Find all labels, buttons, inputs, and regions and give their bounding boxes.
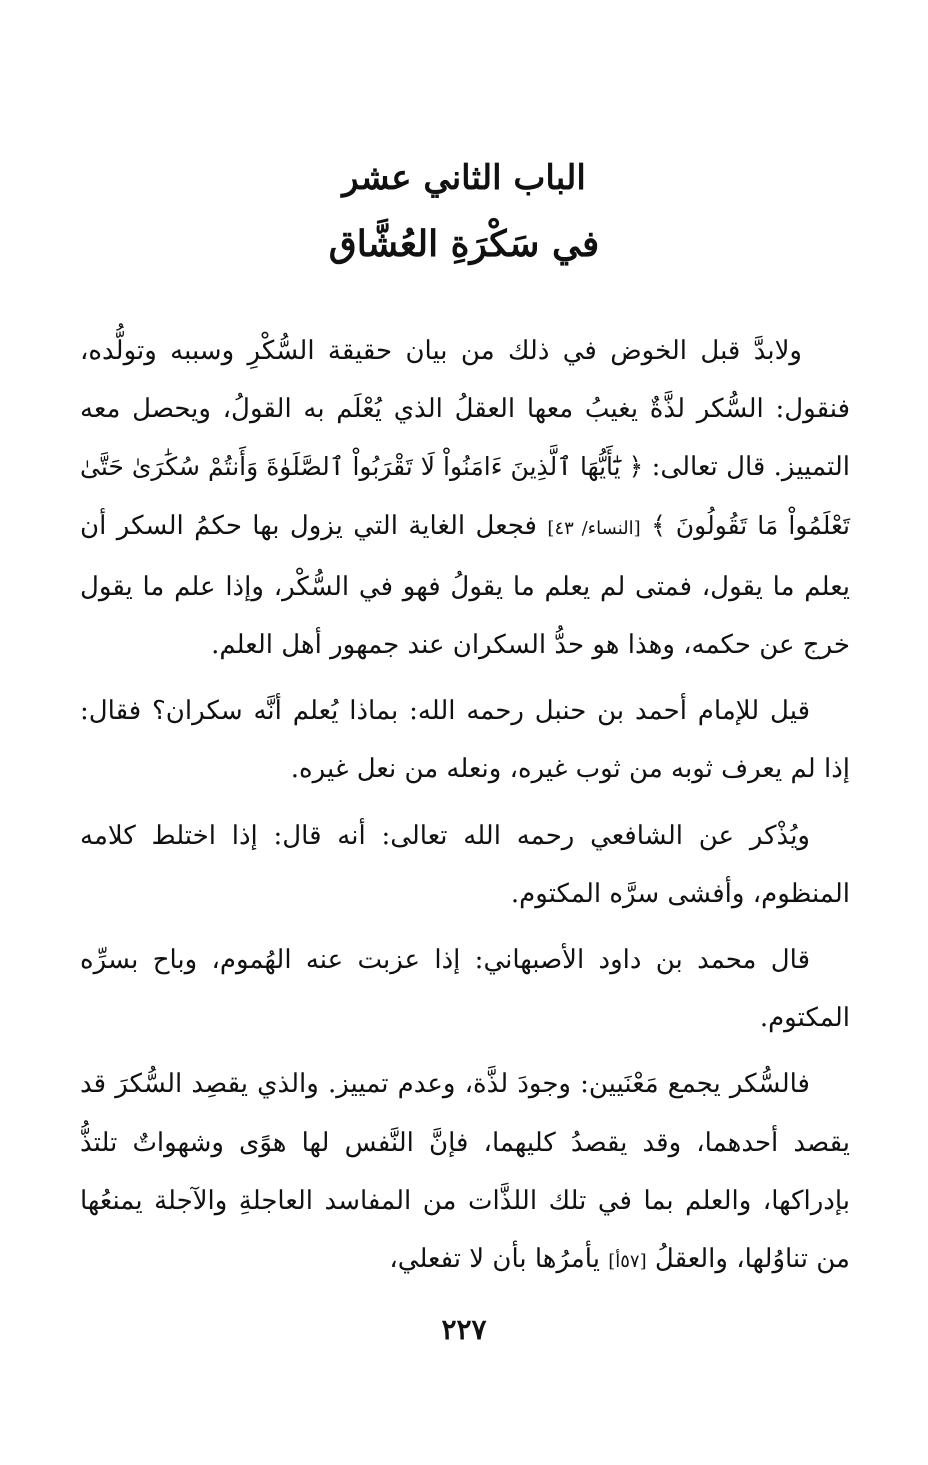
paragraph-text: فالسُّكر يجمع مَعْنَيين: وجودَ لذَّة، وعدم تمييز. والذي يقصِد السُّكرَ قد يقصد أحدهما، وقد يقصدُ كليهما، فإنَّ النَّفس لها هوًى وشهواتٌ تلتذُّ بإدراكها، والعلم بما في تلك اللذَّات من المفاسد العاجلةِ والآجلة يمنعُها من تناوُلها، والعقلُ (80, 1069, 850, 1275)
paragraph-two-meanings (80, 1055, 850, 1291)
verse-reference: [النساء/ ٤٣] (547, 517, 641, 539)
page-number: ٢٢٧ (441, 1313, 487, 1346)
paragraph-text: فجعل الغاية التي يزول بها حكمُ السكر أن يعلم ما يقول، فمتى لم يعلم ما يقولُ فهو في السُّكْر، وإذا علم ما يقول خرج عن حكمه، وهذا هو حدُّ السكران عند جمهور أهل العلم. (80, 510, 850, 661)
quran-verse: ﴿ يَٰٓأَيُّهَا ٱلَّذِينَ ءَامَنُواْ لَا تَقْرَبُواْ ٱلصَّلَوٰةَ وَأَنتُمْ سُكَٰرَىٰ حَتَّىٰ تَعْلَمُواْ مَا تَقُولُونَ ﴾ (80, 452, 850, 540)
body-text (80, 322, 850, 1299)
paragraph-text: يأمرُها بأن لا تفعلي، (389, 1244, 609, 1275)
manuscript-folio-marker: [٥٧أ] (608, 1251, 647, 1273)
chapter-title: الباب الثاني عشر (342, 158, 586, 198)
paragraph-text: قيل للإمام أحمد بن حنبل رحمه الله: بماذا يُعلم أنَّه سكران؟ فقال: إذا لم يعرف ثوبه من ثوب غيره، ونعله من نعل غيره. (80, 696, 850, 785)
paragraph-ahmad (80, 682, 850, 798)
paragraph-shafii (80, 807, 850, 923)
paragraph-text: ولابدَّ قبل الخوض في ذلك من بيان حقيقة السُّكْرِ وسببه وتولُّده، فنقول: السُّكر لذَّةٌ يغيبُ معها العقلُ الذي يُعْلَم به القولُ، ويحصل معه التمييز. قال تعالى: (80, 336, 850, 483)
paragraph-isbahani (80, 931, 850, 1047)
chapter-subtitle: في سَكْرَةِ العُشَّاق (328, 223, 600, 265)
paragraph-sukr-definition (80, 322, 850, 674)
paragraph-text: ويُذْكر عن الشافعي رحمه الله تعالى: أنه قال: إذا اختلط كلامه المنظوم، وأفشى سرَّه المكتوم. (80, 820, 850, 909)
paragraph-text: قال محمد بن داود الأصبهاني: إذا عزبت عنه الهُموم، وباح بسرِّه المكتوم. (80, 945, 850, 1034)
